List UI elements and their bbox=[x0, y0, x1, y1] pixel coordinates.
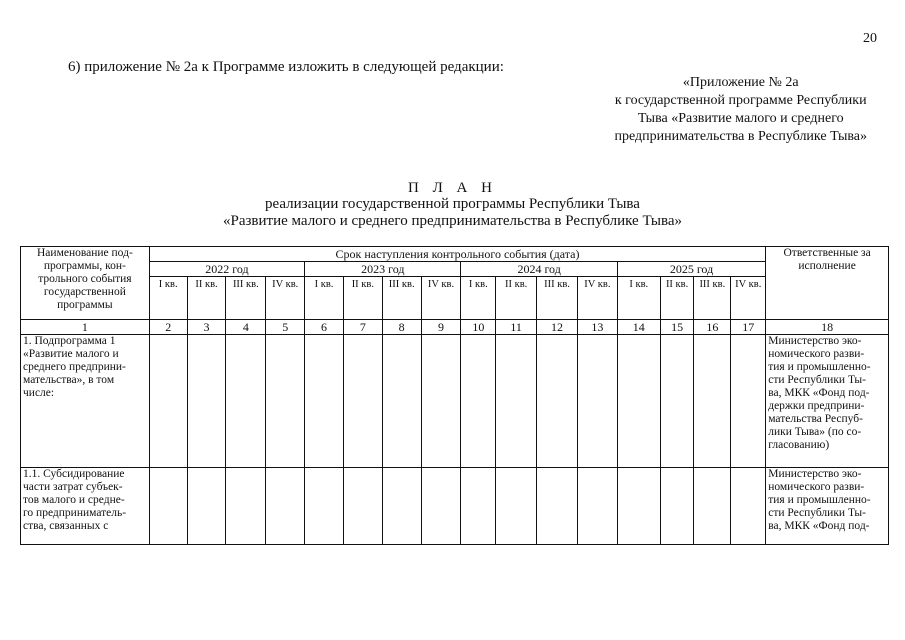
row-name: 1. Подпрограмма 1 «Развитие малого и среднего предприни- мательства», в том числе: bbox=[21, 335, 150, 468]
empty-cell bbox=[305, 468, 344, 545]
column-number: 10 bbox=[461, 320, 496, 335]
empty-cell bbox=[421, 335, 461, 468]
empty-cell bbox=[496, 335, 537, 468]
quarter-header: I кв. bbox=[461, 277, 496, 320]
quarter-header: III кв. bbox=[694, 277, 731, 320]
appendix-line-3: Тыва «Развитие малого и среднего bbox=[637, 111, 844, 126]
empty-cell bbox=[266, 335, 305, 468]
column-number: 5 bbox=[266, 320, 305, 335]
row-responsible: Министерство эко- номического разви- тия и промышленно- сти Республики Ты- ва, МКК «Фонд под- bbox=[766, 468, 889, 545]
table-row bbox=[21, 335, 889, 468]
plan-subtitle-1: реализации государственной программы Республики Тыва bbox=[265, 196, 640, 212]
column-number: 3 bbox=[187, 320, 226, 335]
quarter-header: III кв. bbox=[537, 277, 578, 320]
year-header: 2022 год bbox=[149, 262, 304, 277]
quarter-header: IV кв. bbox=[731, 277, 766, 320]
empty-cell bbox=[187, 335, 226, 468]
column-number: 7 bbox=[343, 320, 382, 335]
column-number: 1 bbox=[21, 320, 150, 335]
quarter-header: I кв. bbox=[305, 277, 344, 320]
plan-subtitle-2: «Развитие малого и среднего предпринимательства в Республике Тыва» bbox=[222, 213, 683, 229]
column-number: 13 bbox=[577, 320, 617, 335]
quarter-header: II кв. bbox=[496, 277, 537, 320]
year-header: 2023 год bbox=[305, 262, 461, 277]
empty-cell bbox=[577, 468, 617, 545]
quarter-header: IV кв. bbox=[421, 277, 461, 320]
empty-cell bbox=[343, 335, 382, 468]
table-row bbox=[21, 468, 889, 545]
quarter-header: IV кв. bbox=[266, 277, 305, 320]
quarter-header: I кв. bbox=[617, 277, 660, 320]
column-header-name: Наименование под- программы, кон- трольного события государственной программы bbox=[21, 247, 150, 320]
empty-cell bbox=[226, 468, 266, 545]
column-number: 9 bbox=[421, 320, 461, 335]
empty-cell bbox=[537, 335, 578, 468]
column-number: 6 bbox=[305, 320, 344, 335]
year-header: 2025 год bbox=[617, 262, 765, 277]
row-responsible: Министерство эко- номического разви- тия и промышленно- сти Республики Ты- ва, МКК «Фонд под- держки предприни- мательства Респуб- лики Тыва» (по со- гласованию) bbox=[766, 335, 889, 468]
column-number: 12 bbox=[537, 320, 578, 335]
plan-table bbox=[20, 246, 889, 545]
appendix-line-1: «Приложение № 2а bbox=[682, 75, 799, 90]
empty-cell bbox=[660, 468, 694, 545]
appendix-line-2: к государственной программе Республики bbox=[614, 93, 867, 108]
column-number: 15 bbox=[660, 320, 694, 335]
page-number: 20 bbox=[863, 31, 877, 46]
column-number-row bbox=[21, 320, 889, 335]
intro-text: 6) приложение № 2а к Программе изложить в следующей редакции: bbox=[68, 59, 504, 75]
empty-cell bbox=[382, 335, 421, 468]
empty-cell bbox=[694, 468, 731, 545]
column-number: 18 bbox=[766, 320, 889, 335]
appendix-line-4: предпринимательства в Республике Тыва» bbox=[614, 129, 867, 144]
column-number: 17 bbox=[731, 320, 766, 335]
plan-title: П Л А Н bbox=[408, 180, 497, 196]
quarter-header: II кв. bbox=[660, 277, 694, 320]
appendix-heading bbox=[614, 74, 867, 146]
empty-cell bbox=[577, 335, 617, 468]
empty-cell bbox=[187, 468, 226, 545]
column-number: 14 bbox=[617, 320, 660, 335]
empty-cell bbox=[305, 335, 344, 468]
empty-cell bbox=[461, 468, 496, 545]
empty-cell bbox=[731, 335, 766, 468]
empty-cell bbox=[694, 335, 731, 468]
year-header: 2024 год bbox=[461, 262, 617, 277]
column-header-responsible: Ответственные за исполнение bbox=[766, 247, 889, 320]
row-name: 1.1. Субсидирование части затрат субъек- тов малого и средне- го предприниматель- ства, связанных с bbox=[21, 468, 150, 545]
column-number: 16 bbox=[694, 320, 731, 335]
empty-cell bbox=[343, 468, 382, 545]
empty-cell bbox=[461, 335, 496, 468]
empty-cell bbox=[617, 468, 660, 545]
empty-cell bbox=[660, 335, 694, 468]
empty-cell bbox=[149, 468, 187, 545]
column-header-deadline: Срок наступления контрольного события (дата) bbox=[149, 247, 765, 262]
quarter-header: III кв. bbox=[226, 277, 266, 320]
quarter-header: II кв. bbox=[343, 277, 382, 320]
quarter-header: III кв. bbox=[382, 277, 421, 320]
empty-cell bbox=[149, 335, 187, 468]
quarter-header: II кв. bbox=[187, 277, 226, 320]
column-number: 11 bbox=[496, 320, 537, 335]
column-number: 8 bbox=[382, 320, 421, 335]
empty-cell bbox=[496, 468, 537, 545]
empty-cell bbox=[537, 468, 578, 545]
column-number: 2 bbox=[149, 320, 187, 335]
empty-cell bbox=[382, 468, 421, 545]
quarter-header: I кв. bbox=[149, 277, 187, 320]
empty-cell bbox=[617, 335, 660, 468]
empty-cell bbox=[226, 335, 266, 468]
column-number: 4 bbox=[226, 320, 266, 335]
empty-cell bbox=[421, 468, 461, 545]
quarter-header: IV кв. bbox=[577, 277, 617, 320]
empty-cell bbox=[731, 468, 766, 545]
empty-cell bbox=[266, 468, 305, 545]
